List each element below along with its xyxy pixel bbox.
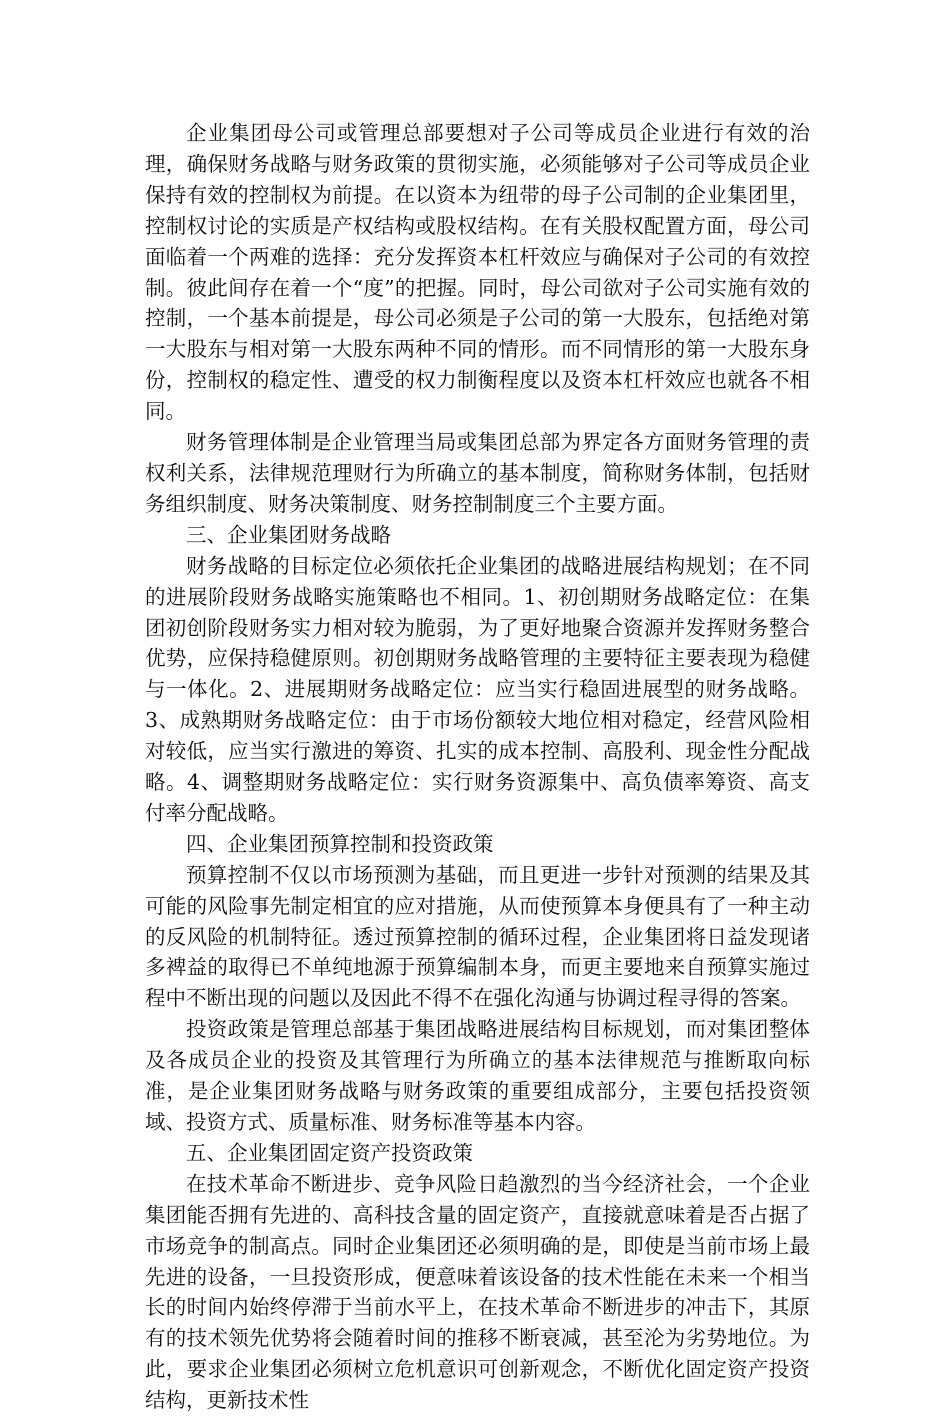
paragraph-financial-system: 财务管理体制是企业管理当局或集团总部为界定各方面财务管理的责权利关系，法律规范理财行为所确立的基本制度，简称财务体制，包括财务组织制度、财务决策制度、财务控制制度三个主要方面。 <box>145 430 810 516</box>
paragraph-investment-policy: 投资政策是管理总部基于集团战略进展结构目标规划，而对集团整体及各成员企业的投资及其管理行为所确立的基本法律规范与推断取向标准，是企业集团财务战略与财务政策的重要组成部分，主要包括投资领域、投资方式、质量标准、财务标准等基本内容。 <box>145 1017 810 1134</box>
paragraph-control-rights: 企业集团母公司或管理总部要想对子公司等成员企业进行有效的治理，确保财务战略与财务政策的贯彻实施，必须能够对子公司等成员企业保持有效的控制权为前提。在以资本为纽带的母子公司制的企业集团里，控制权讨论的实质是产权结构或股权结构。在有关股权配置方面，母公司面临着一个两难的选择：充分发挥资本杠杆效应与确保对子公司的有效控制。彼此间存在着一个“度”的把握。同时，母公司欲对子公司实施有效的控制，一个基本前提是，母公司必须是子公司的第一大股东，包括绝对第一大股东与相对第一大股东两种不同的情形。而不同情形的第一大股东身份，控制权的稳定性、遭受的权力制衡程度以及资本杠杆效应也就各不相同。 <box>145 121 810 424</box>
paragraph-fixed-assets: 在技术革命不断进步、竞争风险日趋激烈的当今经济社会，一个企业集团能否拥有先进的、高科技含量的固定资产，直接就意味着是否占据了市场竞争的制高点。同时企业集团还必须明确的是，即使是当前市场上最先进的设备，一旦投资形成，便意味着该设备的技术性能在未来一个相当长的时间内始终停滞于当前水平上，在技术革命不断进步的冲击下，其原有的技术领先优势将会随着时间的推移不断衰减，甚至沦为劣势地位。为此，要求企业集团必须树立危机意识可创新观念，不断优化固定资产投资结构，更新技术性 <box>145 1171 810 1413</box>
paragraph-financial-strategy: 财务战略的目标定位必须依托企业集团的战略进展结构规划；在不同的进展阶段财务战略实施策略也不相同。1、初创期财务战略定位：在集团初创阶段财务实力相对较为脆弱，为了更好地聚合资源并发挥财务整合优势，应保持稳健原则。初创期财务战略管理的主要特征主要表现为稳健与一体化。2、进展期财务战略定位：应当实行稳固进展型的财务战略。3、成熟期财务战略定位：由于市场份额较大地位相对稳定，经营风险相对较低，应当实行激进的筹资、扎实的成本控制、高股利、现金性分配战略。4、调整期财务战略定位：实行财务资源集中、高负债率筹资、高支付率分配战略。 <box>145 553 810 825</box>
section-heading-5: 五、企业集团固定资产投资政策 <box>186 1140 473 1165</box>
paragraph-budget-control: 预算控制不仅以市场预测为基础，而且更进一步针对预测的结果及其可能的风险事先制定相宜的应对措施，从而使预算本身便具有了一种主动的反风险的机制特征。透过预算控制的循环过程，企业集团将日益发现诸多裨益的取得已不单纯地源于预算编制本身，而更主要地来自预算实施过程中不断出现的问题以及因此不得不在强化沟通与协调过程寻得的答案。 <box>145 862 810 1011</box>
section-heading-4: 四、企业集团预算控制和投资政策 <box>186 831 494 856</box>
document-body <box>145 118 810 1416</box>
section-heading-3: 三、企业集团财务战略 <box>186 522 391 547</box>
